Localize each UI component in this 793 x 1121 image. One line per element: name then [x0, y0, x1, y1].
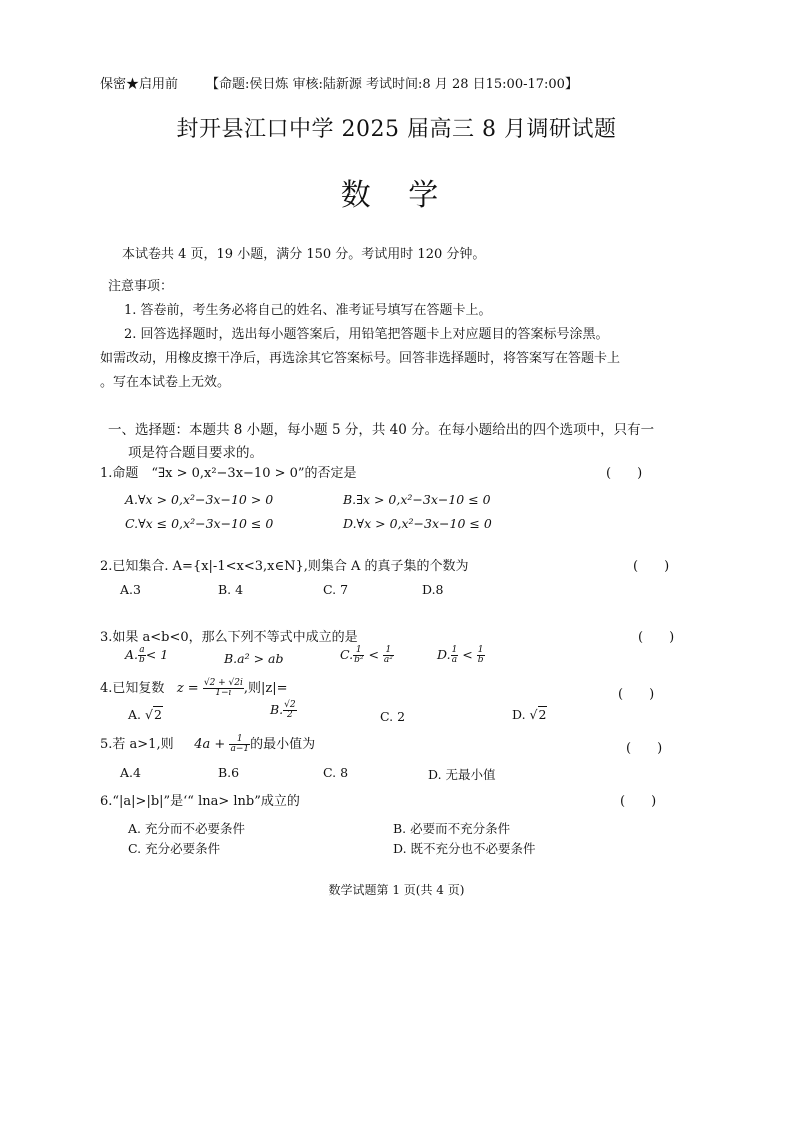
q6-option-c: C. 充分必要条件 — [128, 841, 221, 856]
q1-option-a: A.∀x > 0,x²−3x−10 > 0 — [125, 492, 274, 507]
notes-heading: 注意事项： — [108, 279, 174, 294]
q4-z-fraction: $\frac{√2 + √2i}{1-i}$ — [203, 678, 243, 698]
question-2-stem: 2.已知集合. A={x|-1<x<3,x∈N},则集合 A 的真子集的个数为 — [100, 559, 469, 574]
answer-paren-2: ( ) — [633, 559, 670, 574]
exam-header — [100, 73, 578, 92]
answer-paren-5: ( ) — [626, 741, 663, 756]
question-6-stem: 6.“|a|>|b|”是‘“ lna> lnb”成立的 — [100, 794, 300, 809]
question-5-stem: 5.若 a>1,则 4a + $\frac{1}{a-1}$ 的最小值为 — [100, 734, 316, 754]
q2-option-c: C. 7 — [323, 582, 349, 597]
q4-option-a: A. √2 — [128, 707, 162, 722]
question-3-stem: 3.如果 a<b<0，那么下列不等式中成立的是 — [100, 630, 358, 645]
answer-paren-6: ( ) — [620, 794, 657, 809]
q5-option-d: D. 无最小值 — [428, 767, 496, 782]
q4-option-b: B. $\frac{√2}{2}$ — [270, 700, 296, 720]
section-1-heading-cont: 项是符合题目要求的。 — [128, 445, 263, 461]
note-2-line2: 如需改动，用橡皮擦干净后，再选涂其它答案标号。回答非选择题时，将答案写在答题卡上 — [100, 351, 621, 366]
note-2-line3: 。写在本试卷上无效。 — [100, 375, 231, 390]
q5-fraction: $\frac{1}{a-1}$ — [230, 734, 250, 754]
q2-option-a: A.3 — [120, 582, 141, 597]
q1-option-b: B.∃x > 0,x²−3x−10 ≤ 0 — [343, 492, 491, 507]
question-1-stem: 1.命题 “∃x > 0,x²−3x−10 > 0”的否定是 — [100, 466, 357, 481]
page-footer: 数学试题第 1 页(共 4 页) — [328, 883, 465, 897]
q1-option-d: D.∀x > 0,x²−3x−10 ≤ 0 — [343, 516, 492, 531]
q6-option-b: B. 必要而不充分条件 — [393, 821, 511, 836]
intro-text: 本试卷共 4 页，19 小题，满分 150 分。考试用时 120 分钟。 — [122, 247, 486, 262]
q3-option-b: B.a² > ab — [224, 651, 284, 666]
q5-option-b: B.6 — [218, 765, 240, 780]
answer-paren-4: ( ) — [618, 687, 655, 702]
note-1: 1. 答卷前，考生务必将自己的姓名、准考证号填写在答题卡上。 — [124, 303, 492, 318]
exam-title: 封开县江口中学 2025 届高三 8 月调研试题 — [176, 117, 617, 142]
q2-option-d: D.8 — [422, 582, 444, 597]
confidential-label: 保密★启用前 — [100, 77, 179, 92]
q3-a-fraction: $\frac{a}{b}$ — [139, 645, 145, 665]
q2-option-b: B. 4 — [218, 582, 244, 597]
exam-meta: 【命题:侯日炼 审核:陆新源 考试时间:8 月 28 日15:00-17:00】 — [206, 77, 578, 92]
answer-paren-3: ( ) — [638, 630, 675, 645]
q6-option-a: A. 充分而不必要条件 — [128, 821, 245, 836]
q3-option-d: D. $\frac{1}{a}$ < $\frac{1}{b}$ — [437, 645, 484, 665]
q3-option-a: A. $\frac{a}{b}$ < 1 — [125, 645, 169, 665]
section-1-heading: 一、选择题：本题共 8 小题，每小题 5 分，共 40 分。在每小题给出的四个选项中，只有一 — [108, 422, 655, 438]
subject-title: 数 学 — [340, 178, 453, 213]
q4-option-d: D. √2 — [512, 707, 547, 722]
q5-option-c: C. 8 — [323, 765, 349, 780]
q3-option-c: C. $\frac{1}{\text{b²}}$ < $\frac{1}{\text{a²}}$ — [340, 645, 393, 665]
q1-option-c: C.∀x ≤ 0,x²−3x−10 ≤ 0 — [125, 516, 274, 531]
q4-option-c: C. 2 — [380, 709, 406, 724]
answer-paren-1: ( ) — [606, 466, 643, 481]
note-2-line1: 2. 回答选择题时，选出每小题答案后，用铅笔把答题卡上对应题目的答案标号涂黑。 — [124, 327, 609, 342]
question-4-stem: 4.已知复数 z = $\frac{√2 + √2i}{1-i}$ ,则|z|= — [100, 678, 288, 698]
q6-option-d: D. 既不充分也不必要条件 — [393, 841, 536, 856]
q5-option-a: A.4 — [120, 765, 141, 780]
